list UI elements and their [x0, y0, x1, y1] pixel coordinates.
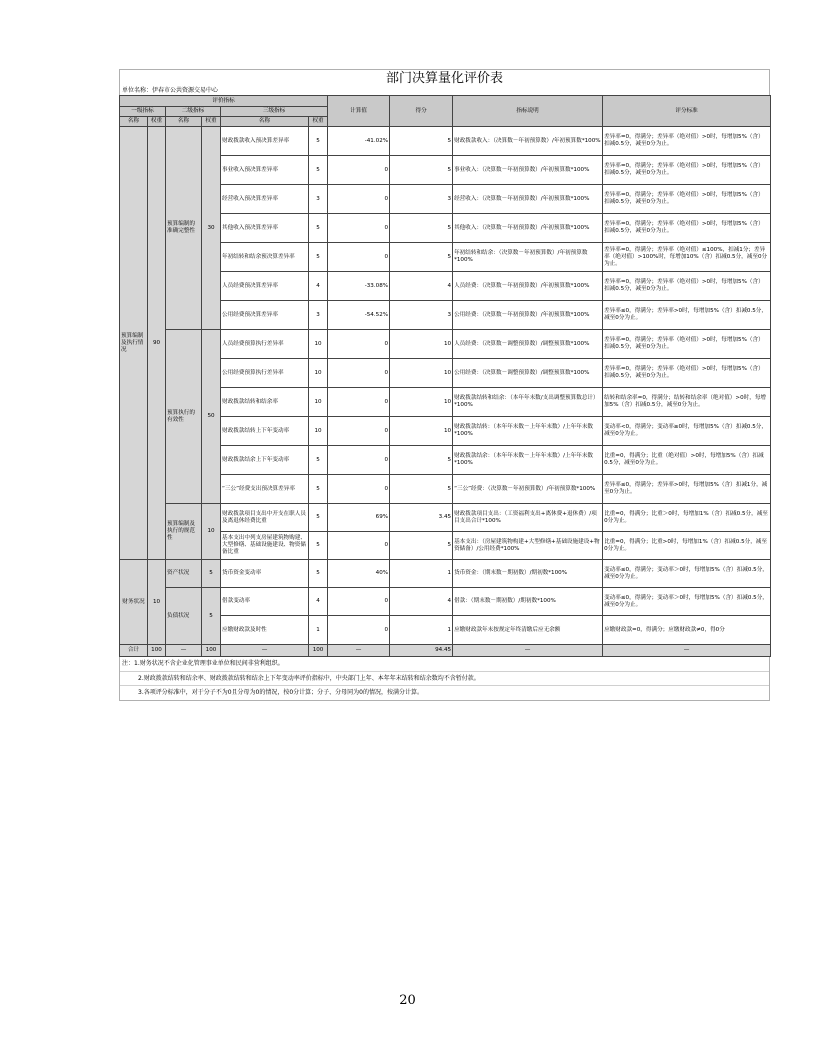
level3-weight-header: 权重: [309, 117, 328, 127]
indicator-description: 货币资金：（期末数－期初数）/期初数*100%: [453, 560, 603, 588]
indicator-description: 财政拨款结转：（本年年末数－上年年末数）/上年年末数*100%: [453, 417, 603, 446]
level1-name: 预算编制及执行情况: [120, 127, 148, 560]
indicator-description: “三公”经费：（决算数－年初预算数）/年初预算数*100%: [453, 475, 603, 504]
score-header: 得分: [390, 96, 453, 127]
indicator-weight: 5: [309, 532, 328, 560]
indicator-name: 货币资金变动率: [221, 560, 309, 588]
indicator-name: 财政拨款结余上下年变动率: [221, 446, 309, 475]
calc-value: -33.08%: [328, 272, 390, 301]
indicator-name: 年初结转和结余预决算差异率: [221, 243, 309, 272]
calc-value: 0: [328, 156, 390, 185]
level1-weight: 90: [148, 127, 166, 560]
indicator-weight: 5: [309, 214, 328, 243]
scoring-standard: 差异率=0，得满分；差异率（绝对值）>0时，每增加5%（含）扣减0.5分，减至0分为止。: [603, 330, 771, 359]
indicator-name: 人员经费预决算差异率: [221, 272, 309, 301]
level1-header: 一级指标: [120, 107, 166, 117]
indicator-weight: 5: [309, 243, 328, 272]
score: 1: [390, 560, 453, 588]
indicator-description: 借款：（期末数－期初数）/期初数*100%: [453, 588, 603, 616]
total-score: 94.45: [390, 645, 453, 657]
table-row: [120, 560, 771, 588]
total-level2-weight: 100: [202, 645, 221, 657]
indicator-description: 经营收入：（决算数－年初预算数）/年初预算数*100%: [453, 185, 603, 214]
level3-name-header: 名称: [221, 117, 309, 127]
level1-name-header: 名称: [120, 117, 148, 127]
indicator-weight: 3: [309, 301, 328, 330]
indicator-description: 公用经费：（决算数－年初预算数）/年初预算数*100%: [453, 301, 603, 330]
total-level3-weight: 100: [309, 645, 328, 657]
scoring-standard: 差异率=0，得满分；差异率（绝对值）>0时，每增加5%（含）扣减0.5分，减至0分为止。: [603, 214, 771, 243]
indicator-name: 基本支出中列支房屋建筑物购建、大型修缮、基础设施建设、物资储备比重: [221, 532, 309, 560]
level2-name: 预算编制的准确完整性: [166, 127, 202, 330]
calc-value: 0: [328, 446, 390, 475]
note-item: 2.财政拨款结转和结余率、财政拨款结转和结余上下年变动率评价指标中，中央部门上年、本年年末结转和结余数均不含暂付款。: [120, 672, 769, 687]
indicator-name: 财政拨款项目支出中开支在职人员及离退休经费比重: [221, 504, 309, 532]
indicator-description: 其他收入：（决算数－年初预算数）/年初预算数*100%: [453, 214, 603, 243]
level2-header: 二级指标: [166, 107, 221, 117]
calc-value: 0: [328, 417, 390, 446]
level2-weight-header: 权重: [202, 117, 221, 127]
scoring-standard: 差异率=0，得满分；差异率（绝对值）≤100%，扣减1分；差异率（绝对值）>100%时，每增加10%（含）扣减0.5分，减至0分为止。: [603, 243, 771, 272]
level2-name: 预算编制及执行的规范性: [166, 504, 202, 560]
scoring-standard: 应缴财政款=0，得满分；应缴财政款≠0，得0分: [603, 616, 771, 645]
indicator-name: “三公”经费支出预决算差异率: [221, 475, 309, 504]
table-row: [120, 330, 771, 359]
indicator-description: 人员经费：（决算数－年初预算数）/年初预算数*100%: [453, 272, 603, 301]
eval-index-header: 评价指标: [120, 96, 328, 107]
indicator-weight: 10: [309, 359, 328, 388]
indicator-name: 其他收入预决算差异率: [221, 214, 309, 243]
score: 10: [390, 359, 453, 388]
indicator-weight: 5: [309, 446, 328, 475]
scoring-standard: 差异率=0，得满分；差异率（绝对值）>0时，每增加5%（含）扣减0.5分，减至0分为止。: [603, 127, 771, 156]
scoring-standard: 差异率≤0，得满分；差异率>0时，每增加5%（含）扣减0.5分，减至0分为止。: [603, 301, 771, 330]
note-item: 注：1.财务状况不含企业化管理事业单位和民间非营利组织。: [120, 657, 769, 672]
calc-value: 0: [328, 214, 390, 243]
indicator-description: 人员经费：（决算数－调整预算数）/调整预算数*100%: [453, 330, 603, 359]
scoring-standard: 变动率<0，得满分；变动率≥0时，每增加5%（含）扣减0.5分，减至0分为止。: [603, 417, 771, 446]
indicator-name: 事业收入预决算差异率: [221, 156, 309, 185]
calc-value: 0: [328, 243, 390, 272]
scoring-standard: 变动率≤0，得满分；变动率＞0时，每增加5%（含）扣减0.5分，减至0分为止。: [603, 588, 771, 616]
total-standard: —: [603, 645, 771, 657]
level2-name-header: 名称: [166, 117, 202, 127]
indicator-weight: 5: [309, 127, 328, 156]
score: 3: [390, 185, 453, 214]
indicator-description: 应缴财政款年末按规定年终清缴后应无余额: [453, 616, 603, 645]
indicator-weight: 5: [309, 504, 328, 532]
scoring-standard: 差异率=0，得满分；差异率（绝对值）>0时，每增加5%（含）扣减0.5分，减至0分为止。: [603, 156, 771, 185]
indicator-weight: 4: [309, 272, 328, 301]
scoring-standard: 差异率=0，得满分；差异率（绝对值）>0时，每增加5%（含）扣减0.5分，减至0分为止。: [603, 185, 771, 214]
indicator-description: 基本支出：（房屋建筑物构建+大型修缮+基础设施建设+物资储备）/公用经费*100%: [453, 532, 603, 560]
total-description: —: [453, 645, 603, 657]
indicator-description: 年初结转和结余：（决算数－年初预算数）/年初预算数*100%: [453, 243, 603, 272]
scoring-standard: 比重=0，得满分；比重（绝对值）>0时，每增加5%（含）扣减0.5分，减至0分为止。: [603, 446, 771, 475]
score: 5: [390, 214, 453, 243]
score: 5: [390, 156, 453, 185]
calc-value: 0: [328, 330, 390, 359]
scoring-standard: 比重=0，得满分；比重＞0时，每增加1%（含）扣减0.5分，减至0分为止。: [603, 504, 771, 532]
calc-value: 40%: [328, 560, 390, 588]
indicator-description: 事业收入：（决算数－年初预算数）/年初预算数*100%: [453, 156, 603, 185]
score: 10: [390, 388, 453, 417]
total-label: 合计: [120, 645, 148, 657]
indicator-weight: 10: [309, 388, 328, 417]
total-row: [120, 645, 771, 657]
calc-value: 0: [328, 359, 390, 388]
indicator-description: 财政拨款结转和结余：（本年年末数/支出调整预算数总计）*100%: [453, 388, 603, 417]
notes: [119, 657, 770, 701]
score: 5: [390, 243, 453, 272]
scoring-standard: 差异率≤0，得满分；差异率>0时，每增加5%（含）扣减1分，减至0分为止。: [603, 475, 771, 504]
total-calc-value: —: [328, 645, 390, 657]
indicator-weight: 5: [309, 156, 328, 185]
level2-name: 负债状况: [166, 588, 202, 645]
scoring-standard: 结转和结余率=0，得满分；结转和结余率（绝对值）>0时，每增加5%（含）扣减0.5分，减至0分为止。: [603, 388, 771, 417]
indicator-weight: 10: [309, 417, 328, 446]
standard-header: 评分标准: [603, 96, 771, 127]
score: 3: [390, 301, 453, 330]
page-number: 20: [399, 993, 416, 1008]
calc-value: 0: [328, 532, 390, 560]
total-level1-weight: 100: [148, 645, 166, 657]
score: 5: [390, 532, 453, 560]
level2-name: 预算执行的有效性: [166, 330, 202, 504]
scoring-standard: 变动率≤0，得满分；变动率＞0时，每增加5%（含）扣减0.5分，减至0分为止。: [603, 560, 771, 588]
calc-value: -41.02%: [328, 127, 390, 156]
calc-value: -54.52%: [328, 301, 390, 330]
indicator-weight: 10: [309, 330, 328, 359]
indicator-name: 公用经费预算执行差异率: [221, 359, 309, 388]
score: 5: [390, 446, 453, 475]
table-row: [120, 588, 771, 616]
indicator-weight: 3: [309, 185, 328, 214]
calc-value-header: 计算值: [328, 96, 390, 127]
score: 5: [390, 127, 453, 156]
indicator-description: 财政拨款结余：（本年年末数－上年年末数）/上年年末数*100%: [453, 446, 603, 475]
indicator-description: 财政拨款收入：（决算数－年初预算数）/年初预算数*100%: [453, 127, 603, 156]
calc-value: 0: [328, 475, 390, 504]
indicator-name: 借款变动率: [221, 588, 309, 616]
indicator-name: 财政拨款收入预决算差异率: [221, 127, 309, 156]
scoring-standard: 比重=0，得满分；比重>0时，每增加1%（含）扣减0.5分，减至0分为止。: [603, 532, 771, 560]
score: 4: [390, 588, 453, 616]
indicator-weight: 5: [309, 475, 328, 504]
calc-value: 0: [328, 388, 390, 417]
indicator-name: 财政拨款结转和结余率: [221, 388, 309, 417]
score: 3.45: [390, 504, 453, 532]
level2-weight: 10: [202, 504, 221, 560]
score: 10: [390, 417, 453, 446]
indicator-weight: 5: [309, 560, 328, 588]
indicator-name: 公用经费预决算差异率: [221, 301, 309, 330]
level2-weight: 30: [202, 127, 221, 330]
calc-value: 69%: [328, 504, 390, 532]
indicator-name: 人员经费预算执行差异率: [221, 330, 309, 359]
note-item: 3.各项评分标准中，对于分子不为0且分母为0的情况，按0分计算；分子、分母同为0的情况，按满分计算。: [138, 689, 423, 696]
sheet-title: 部门决算量化评价表: [119, 69, 770, 87]
description-header: 指标说明: [453, 96, 603, 127]
calc-value: 0: [328, 588, 390, 616]
total-level2-name: —: [166, 645, 202, 657]
evaluation-sheet: [119, 69, 770, 701]
level1-weight-header: 权重: [148, 117, 166, 127]
indicator-name: 应缴财政款及时性: [221, 616, 309, 645]
indicator-description: 公用经费：（决算数－调整预算数）/调整预算数*100%: [453, 359, 603, 388]
level1-weight: 10: [148, 560, 166, 645]
score: 1: [390, 616, 453, 645]
indicator-description: 财政拨款项目支出：（工资福利支出+离休费+退休费）/项目支出合计*100%: [453, 504, 603, 532]
table-row: [120, 504, 771, 532]
indicator-name: 财政拨款结转上下年变动率: [221, 417, 309, 446]
level2-weight: 5: [202, 560, 221, 588]
unit-label: 单位名称：伊春市公共资源交易中心: [119, 87, 770, 95]
indicator-weight: 1: [309, 616, 328, 645]
level2-name: 资产状况: [166, 560, 202, 588]
calc-value: 0: [328, 185, 390, 214]
total-level3-name: —: [221, 645, 309, 657]
level2-weight: 5: [202, 588, 221, 645]
table-row: [120, 127, 771, 156]
score: 5: [390, 475, 453, 504]
indicator-name: 经营收入预决算差异率: [221, 185, 309, 214]
indicator-weight: 4: [309, 588, 328, 616]
calc-value: 0: [328, 616, 390, 645]
level2-weight: 50: [202, 330, 221, 504]
score: 10: [390, 330, 453, 359]
evaluation-table: [119, 95, 771, 657]
level3-header: 三级指标: [221, 107, 328, 117]
scoring-standard: 差异率=0，得满分；差异率（绝对值）>0时，每增加5%（含）扣减0.5分，减至0分为止。: [603, 359, 771, 388]
scoring-standard: 差异率=0，得满分；差异率（绝对值）>0时，每增加5%（含）扣减0.5分，减至0分为止。: [603, 272, 771, 301]
level1-name: 财务状况: [120, 560, 148, 645]
score: 4: [390, 272, 453, 301]
